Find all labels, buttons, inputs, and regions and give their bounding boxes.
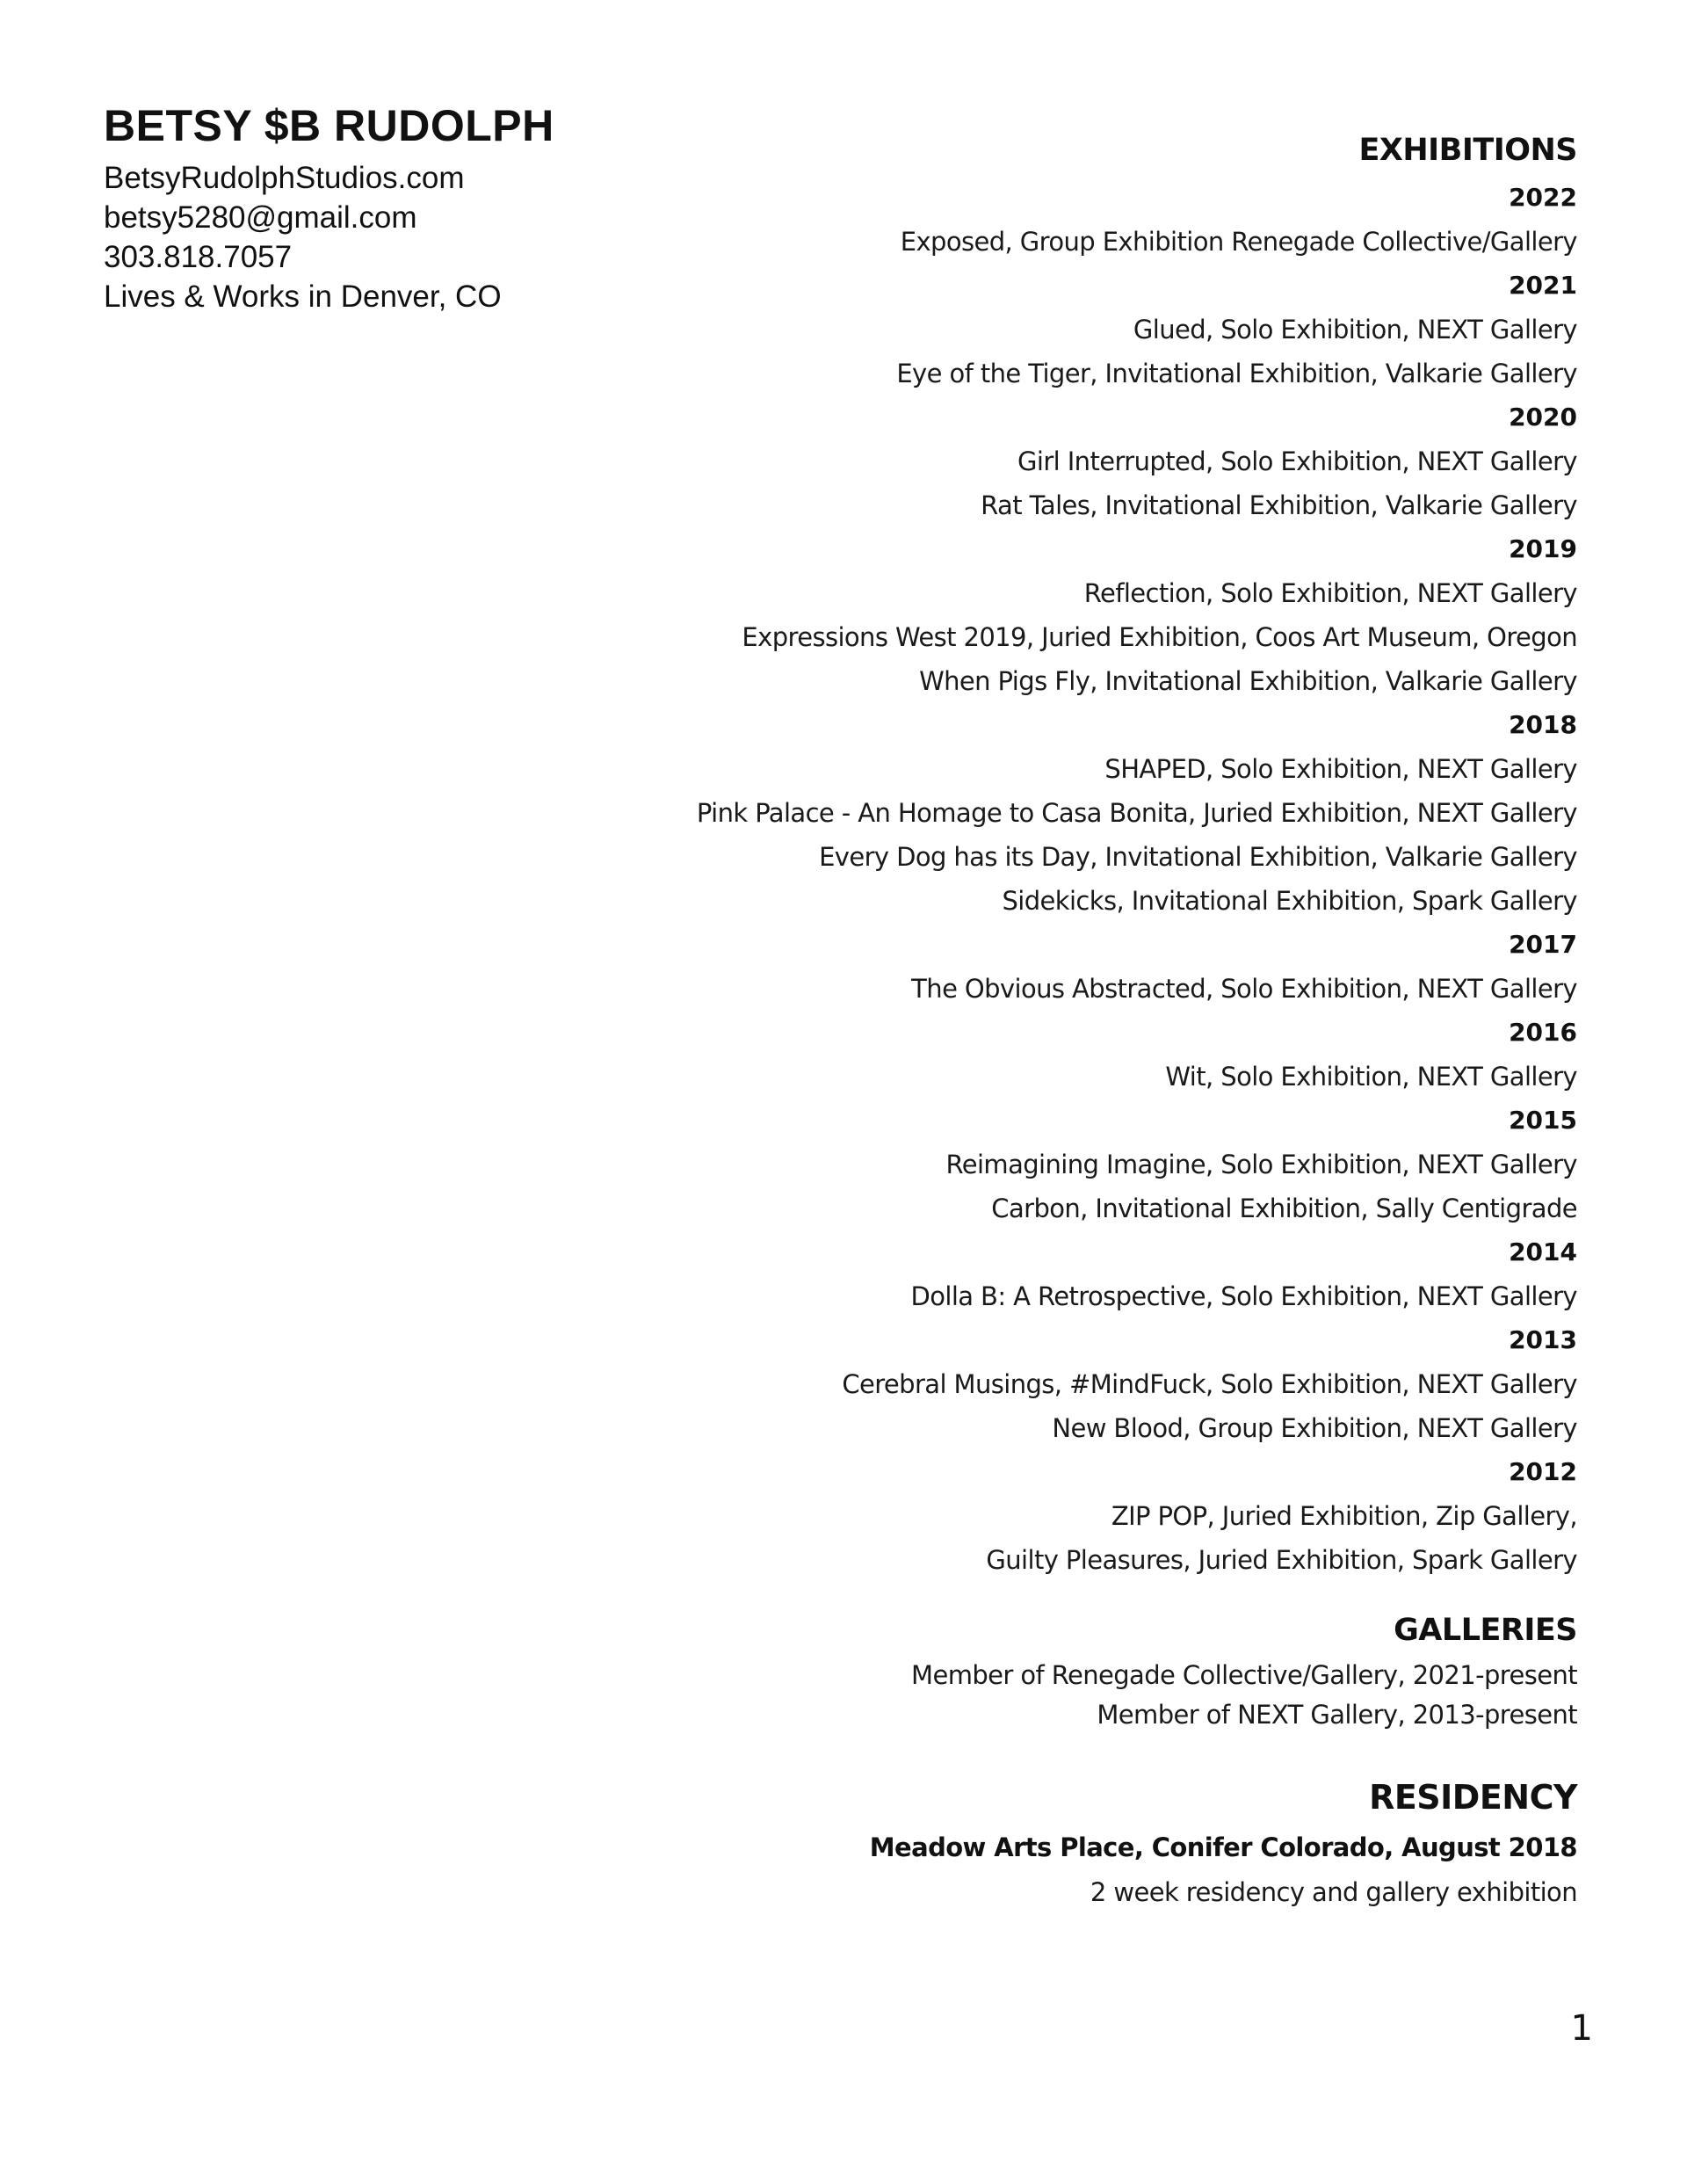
exhibition-year: 2022: [1509, 183, 1577, 212]
exhibition-entry: Eye of the Tiger, Invitational Exhibition, Valkarie Gallery: [896, 359, 1577, 388]
gallery-membership: Member of Renegade Collective/Gallery, 2021-present: [911, 1660, 1577, 1690]
artist-name: BETSY $B RUDOLPH: [104, 101, 554, 150]
exhibition-entry: ZIP POP, Juried Exhibition, Zip Gallery,: [1111, 1501, 1577, 1531]
exhibition-entry: Expressions West 2019, Juried Exhibition, Coos Art Museum, Oregon: [742, 622, 1577, 652]
exhibition-year: 2021: [1509, 271, 1577, 300]
exhibition-entry: Sidekicks, Invitational Exhibition, Spark Gallery: [1002, 886, 1577, 916]
exhibitions-list: [523, 176, 1577, 1582]
exhibition-entry: Dolla B: A Retrospective, Solo Exhibition, NEXT Gallery: [910, 1281, 1577, 1311]
email-text: betsy5280@gmail.com: [104, 200, 417, 235]
exhibition-entry: Wit, Solo Exhibition, NEXT Gallery: [1165, 1062, 1577, 1092]
cv-content: [523, 125, 1577, 1914]
location-text: Lives & Works in Denver, CO: [104, 279, 502, 314]
exhibition-entry: SHAPED, Solo Exhibition, NEXT Gallery: [1104, 754, 1577, 784]
page-number: 1: [1570, 2008, 1593, 2049]
exhibition-year: 2019: [1509, 534, 1577, 563]
exhibition-entry: New Blood, Group Exhibition, NEXT Gallery: [1052, 1413, 1577, 1443]
exhibition-entry: Girl Interrupted, Solo Exhibition, NEXT Gallery: [1017, 446, 1577, 476]
exhibitions-heading: EXHIBITIONS: [1358, 133, 1577, 168]
exhibition-entry: Pink Palace - An Homage to Casa Bonita, Juried Exhibition, NEXT Gallery: [696, 798, 1577, 828]
gallery-membership: Member of NEXT Gallery, 2013-present: [1097, 1700, 1577, 1730]
galleries-list: [523, 1656, 1577, 1735]
exhibition-entry: Exposed, Group Exhibition Renegade Collective/Gallery: [900, 227, 1577, 257]
exhibition-entry: Reimagining Imagine, Solo Exhibition, NEXT Gallery: [945, 1150, 1577, 1179]
exhibition-year: 2014: [1509, 1237, 1577, 1266]
residency-description: 2 week residency and gallery exhibition: [1090, 1877, 1577, 1907]
exhibition-entry: Cerebral Musings, #MindFuck, Solo Exhibition, NEXT Gallery: [842, 1369, 1577, 1399]
residency-place: Meadow Arts Place, Conifer Colorado, August 2018: [869, 1832, 1577, 1862]
exhibition-year: 2012: [1509, 1457, 1577, 1486]
exhibition-entry: When Pigs Fly, Invitational Exhibition, Valkarie Gallery: [919, 666, 1577, 696]
exhibition-entry: The Obvious Abstracted, Solo Exhibition, NEXT Gallery: [911, 974, 1577, 1004]
exhibition-year: 2016: [1509, 1018, 1577, 1047]
exhibition-entry: Rat Tales, Invitational Exhibition, Valkarie Gallery: [981, 490, 1577, 520]
exhibition-entry: Guilty Pleasures, Juried Exhibition, Spark Gallery: [986, 1545, 1577, 1575]
galleries-heading: GALLERIES: [1394, 1613, 1577, 1648]
exhibition-entry: Every Dog has its Day, Invitational Exhibition, Valkarie Gallery: [819, 842, 1577, 872]
phone-text: 303.818.7057: [104, 240, 293, 274]
residency-heading: RESIDENCY: [1369, 1778, 1577, 1817]
exhibition-year: 2020: [1509, 403, 1577, 432]
exhibition-year: 2015: [1509, 1106, 1577, 1135]
exhibition-entry: Reflection, Solo Exhibition, NEXT Gallery: [1083, 578, 1577, 608]
exhibition-entry: Glued, Solo Exhibition, NEXT Gallery: [1133, 315, 1577, 345]
website-text: BetsyRudolphStudios.com: [104, 161, 465, 195]
exhibition-entry: Carbon, Invitational Exhibition, Sally Centigrade: [991, 1194, 1577, 1223]
exhibition-year: 2018: [1509, 710, 1577, 739]
exhibition-year: 2013: [1509, 1325, 1577, 1354]
exhibition-year: 2017: [1509, 930, 1577, 959]
